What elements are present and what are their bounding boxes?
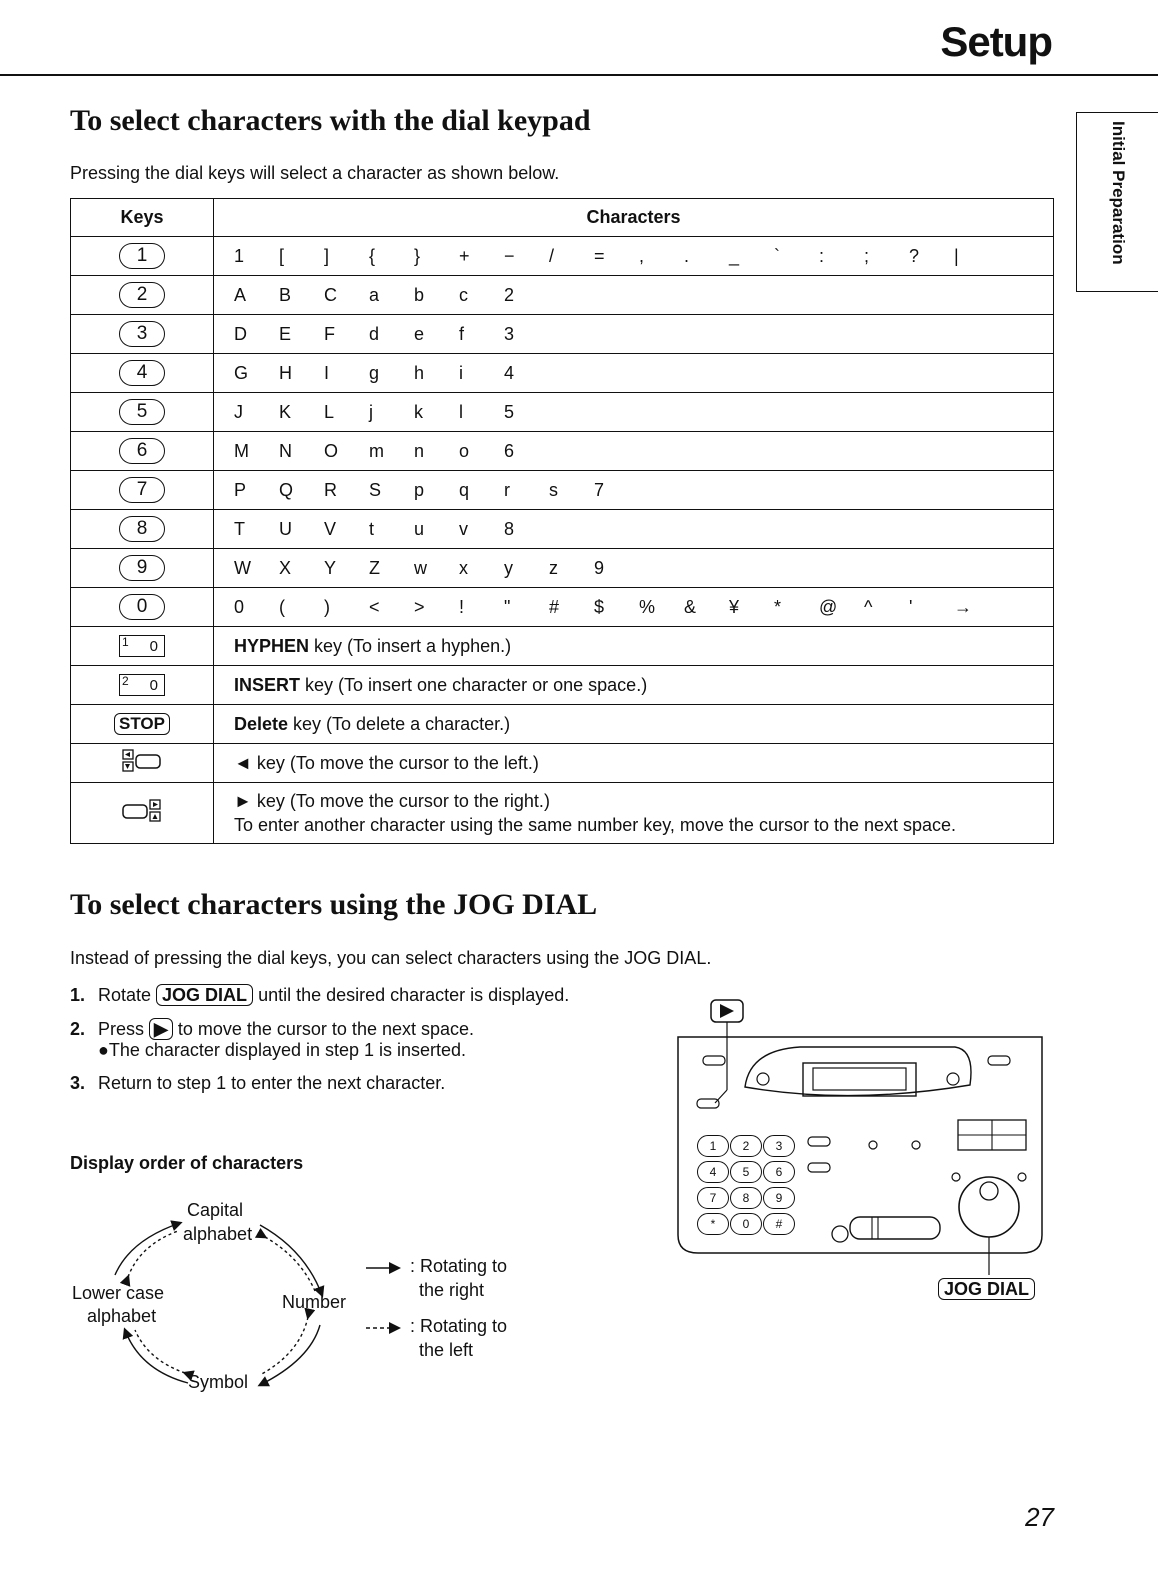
digit-rows <box>71 237 1054 627</box>
character: ] <box>324 245 330 266</box>
right-desc-line2: To enter another character using the same number key, move the cursor to the next space. <box>234 815 957 835</box>
character: r <box>504 479 510 500</box>
character: y <box>504 557 513 578</box>
character: & <box>684 596 697 617</box>
character: d <box>369 323 380 344</box>
character: o <box>459 440 470 461</box>
table-row <box>71 471 1054 510</box>
character: M <box>234 440 249 461</box>
legend-left-2: the left <box>419 1340 474 1360</box>
character: g <box>369 362 380 383</box>
character: ) <box>324 596 330 617</box>
character: x <box>459 557 468 578</box>
table-row-delete <box>71 705 1054 744</box>
left-key-cell <box>71 744 214 783</box>
step-3: 3. Return to step 1 to enter the next character. <box>70 1073 446 1093</box>
characters-cell <box>214 354 1054 393</box>
character: Z <box>369 557 380 578</box>
dial-key-1-icon: 1 <box>119 243 165 269</box>
character: ! <box>459 596 465 617</box>
cycle-capital-1: Capital <box>187 1200 244 1220</box>
character: q <box>459 479 470 500</box>
character: a <box>369 284 380 305</box>
section2-title: To select characters using the JOG DIAL <box>70 888 598 921</box>
table-row <box>71 276 1054 315</box>
character: H <box>279 362 292 383</box>
character: K <box>279 401 292 422</box>
character: u <box>414 518 425 539</box>
character: [ <box>279 245 285 266</box>
insert-key-cell <box>71 666 214 705</box>
character: ; <box>864 245 870 266</box>
col-header-characters: Characters <box>214 199 1054 237</box>
table-row <box>71 354 1054 393</box>
device-key: 4 <box>697 1161 729 1183</box>
character: : <box>819 245 825 266</box>
jog-dial-label: JOG DIAL <box>938 1278 1035 1300</box>
table-row-hyphen <box>71 627 1054 666</box>
characters-cell <box>214 588 1054 627</box>
section2-intro: Instead of pressing the dial keys, you can select characters using the JOG DIAL. <box>70 948 712 968</box>
character: D <box>234 323 247 344</box>
character: − <box>504 245 515 266</box>
device-key: * <box>697 1213 729 1235</box>
character: w <box>414 557 427 578</box>
character: " <box>504 596 511 617</box>
device-key: 0 <box>730 1213 762 1235</box>
table-row <box>71 237 1054 276</box>
table-row <box>71 510 1054 549</box>
dial-key-5-icon: 5 <box>119 399 165 425</box>
page-header-title: Setup <box>940 18 1052 65</box>
character: F <box>324 323 335 344</box>
character: E <box>279 323 292 344</box>
character: N <box>279 440 292 461</box>
character: j <box>369 401 373 422</box>
character: i <box>459 362 463 383</box>
key-cell <box>71 549 214 588</box>
character: * <box>774 596 782 617</box>
cycle-diagram <box>60 1195 540 1405</box>
insert-key-icon: 2 0 <box>119 674 165 696</box>
key-cell <box>71 432 214 471</box>
device-key: # <box>763 1213 795 1235</box>
left-desc: ◄ key (To move the cursor to the left.) <box>214 744 1054 783</box>
dial-key-4-icon: 4 <box>119 360 165 386</box>
hyphen-key-cell <box>71 627 214 666</box>
character: b <box>414 284 425 305</box>
character: t <box>369 518 375 539</box>
character: O <box>324 440 339 461</box>
character: # <box>549 596 560 617</box>
character: 3 <box>504 323 515 344</box>
character: ? <box>909 245 920 266</box>
dial-key-9-icon: 9 <box>119 555 165 581</box>
table-row-insert <box>71 666 1054 705</box>
characters-cell <box>214 315 1054 354</box>
key-cell <box>71 393 214 432</box>
character: | <box>954 245 959 266</box>
character: % <box>639 596 656 617</box>
character: z <box>549 557 558 578</box>
left-cursor-key-icon <box>122 747 162 775</box>
character: $ <box>594 596 605 617</box>
jog-dial-key-label: JOG DIAL <box>156 984 253 1006</box>
character: A <box>234 284 247 305</box>
character: > <box>414 596 425 617</box>
characters-cell <box>214 471 1054 510</box>
dial-key-6-icon: 6 <box>119 438 165 464</box>
character: 9 <box>594 557 605 578</box>
character: 2 <box>504 284 515 305</box>
right-desc-line1: ► key (To move the cursor to the right.) <box>234 791 550 811</box>
device-key: 6 <box>763 1161 795 1183</box>
character: ` <box>774 245 780 266</box>
cycle-lower-1: Lower case <box>72 1283 165 1303</box>
table-row <box>71 393 1054 432</box>
character: = <box>594 245 605 266</box>
section1-title: To select characters with the dial keypad <box>70 104 591 137</box>
key-cell <box>71 354 214 393</box>
right-desc <box>214 783 1054 844</box>
col-header-keys: Keys <box>71 199 214 237</box>
stop-key-icon: STOP <box>114 713 170 735</box>
cycle-number: Number <box>282 1292 347 1312</box>
steps-list <box>70 984 569 1106</box>
characters-cell <box>214 432 1054 471</box>
character: U <box>279 518 292 539</box>
step-2-note: ●The character displayed in step 1 is inserted. <box>98 1040 467 1060</box>
characters-cell <box>214 510 1054 549</box>
delete-desc: Delete key (To delete a character.) <box>214 705 1054 744</box>
character: V <box>324 518 337 539</box>
characters-cell <box>214 549 1054 588</box>
step-2: 2. Press ▶ to move the cursor to the next space. ●The character displayed in step 1 is inserted. <box>70 1018 569 1061</box>
character: R <box>324 479 337 500</box>
character: 0 <box>234 596 245 617</box>
table-row <box>71 588 1054 627</box>
display-order-title: Display order of characters <box>70 1153 304 1173</box>
key-cell <box>71 276 214 315</box>
table-row <box>71 549 1054 588</box>
character: / <box>549 245 555 266</box>
character: J <box>234 401 243 422</box>
character: ¥ <box>729 596 740 617</box>
character: c <box>459 284 468 305</box>
character: W <box>234 557 251 578</box>
character: _ <box>729 245 740 266</box>
right-key-cell <box>71 783 214 844</box>
characters-cell <box>214 237 1054 276</box>
key-cell <box>71 510 214 549</box>
dial-key-8-icon: 8 <box>119 516 165 542</box>
legend-right-2: the right <box>419 1280 485 1300</box>
table-header-row <box>71 199 1054 237</box>
character: Y <box>324 557 337 578</box>
character: . <box>684 245 690 266</box>
character: 5 <box>504 401 515 422</box>
character: → <box>954 596 972 617</box>
device-key: 2 <box>730 1135 762 1157</box>
character: ( <box>279 596 285 617</box>
character: 4 <box>504 362 515 383</box>
device-key: 9 <box>763 1187 795 1209</box>
dial-key-7-icon: 7 <box>119 477 165 503</box>
right-arrow-key-icon: ▶ <box>149 1018 173 1040</box>
character: B <box>279 284 292 305</box>
character: v <box>459 518 468 539</box>
cycle-lower-2: alphabet <box>87 1306 157 1326</box>
device-key: 5 <box>730 1161 762 1183</box>
table-row-left <box>71 744 1054 783</box>
legend-right-1: : Rotating to <box>410 1256 508 1276</box>
character: P <box>234 479 247 500</box>
section1-intro: Pressing the dial keys will select a character as shown below. <box>70 163 560 183</box>
hyphen-key-icon: 1 0 <box>119 635 165 657</box>
character: { <box>369 245 376 266</box>
device-key: 7 <box>697 1187 729 1209</box>
insert-desc: INSERT key (To insert one character or one space.) <box>214 666 1054 705</box>
characters-cell <box>214 393 1054 432</box>
character: , <box>639 245 645 266</box>
character: S <box>369 479 382 500</box>
character: } <box>414 245 421 266</box>
character: s <box>549 479 558 500</box>
fax-device-drawing <box>670 995 1060 1305</box>
table-row <box>71 315 1054 354</box>
character: k <box>414 401 423 422</box>
character: + <box>459 245 470 266</box>
dial-key-3-icon: 3 <box>119 321 165 347</box>
character: T <box>234 518 245 539</box>
character: h <box>414 362 425 383</box>
character: Q <box>279 479 294 500</box>
character: < <box>369 596 380 617</box>
key-cell <box>71 237 214 276</box>
device-key: 1 <box>697 1135 729 1157</box>
page-number: 27 <box>1025 1502 1054 1532</box>
character: m <box>369 440 384 461</box>
character: 7 <box>594 479 605 500</box>
stop-key-cell <box>71 705 214 744</box>
character: l <box>459 401 463 422</box>
character: n <box>414 440 425 461</box>
character: p <box>414 479 425 500</box>
side-tab <box>1076 112 1158 292</box>
header-rule <box>0 74 1158 76</box>
device-key: 8 <box>730 1187 762 1209</box>
cycle-capital-2: alphabet <box>183 1224 253 1244</box>
key-cell <box>71 471 214 510</box>
fax-device-illustration <box>670 995 1060 1305</box>
character: 8 <box>504 518 515 539</box>
character: G <box>234 362 249 383</box>
dial-key-2-icon: 2 <box>119 282 165 308</box>
cycle-symbol: Symbol <box>188 1372 249 1392</box>
character: X <box>279 557 292 578</box>
step-1: 1. Rotate JOG DIAL until the desired character is displayed. <box>70 985 570 1005</box>
key-cell <box>71 588 214 627</box>
hyphen-desc: HYPHEN key (To insert a hyphen.) <box>214 627 1054 666</box>
character: @ <box>819 596 838 617</box>
device-key: 3 <box>763 1135 795 1157</box>
character: C <box>324 284 337 305</box>
character: ^ <box>864 596 873 617</box>
side-tab-label: Initial Preparation <box>1109 121 1128 265</box>
character: I <box>324 362 330 383</box>
character: 1 <box>234 245 245 266</box>
legend-left-1: : Rotating to <box>410 1316 508 1336</box>
character: ' <box>909 596 913 617</box>
characters-cell <box>214 276 1054 315</box>
character: e <box>414 323 425 344</box>
key-cell <box>71 315 214 354</box>
character-table <box>70 198 1054 844</box>
dial-key-0-icon: 0 <box>119 594 165 620</box>
character: 6 <box>504 440 515 461</box>
table-row <box>71 432 1054 471</box>
character: f <box>459 323 465 344</box>
table-row-right <box>71 783 1054 844</box>
character: L <box>324 401 335 422</box>
right-cursor-key-icon <box>122 797 162 825</box>
